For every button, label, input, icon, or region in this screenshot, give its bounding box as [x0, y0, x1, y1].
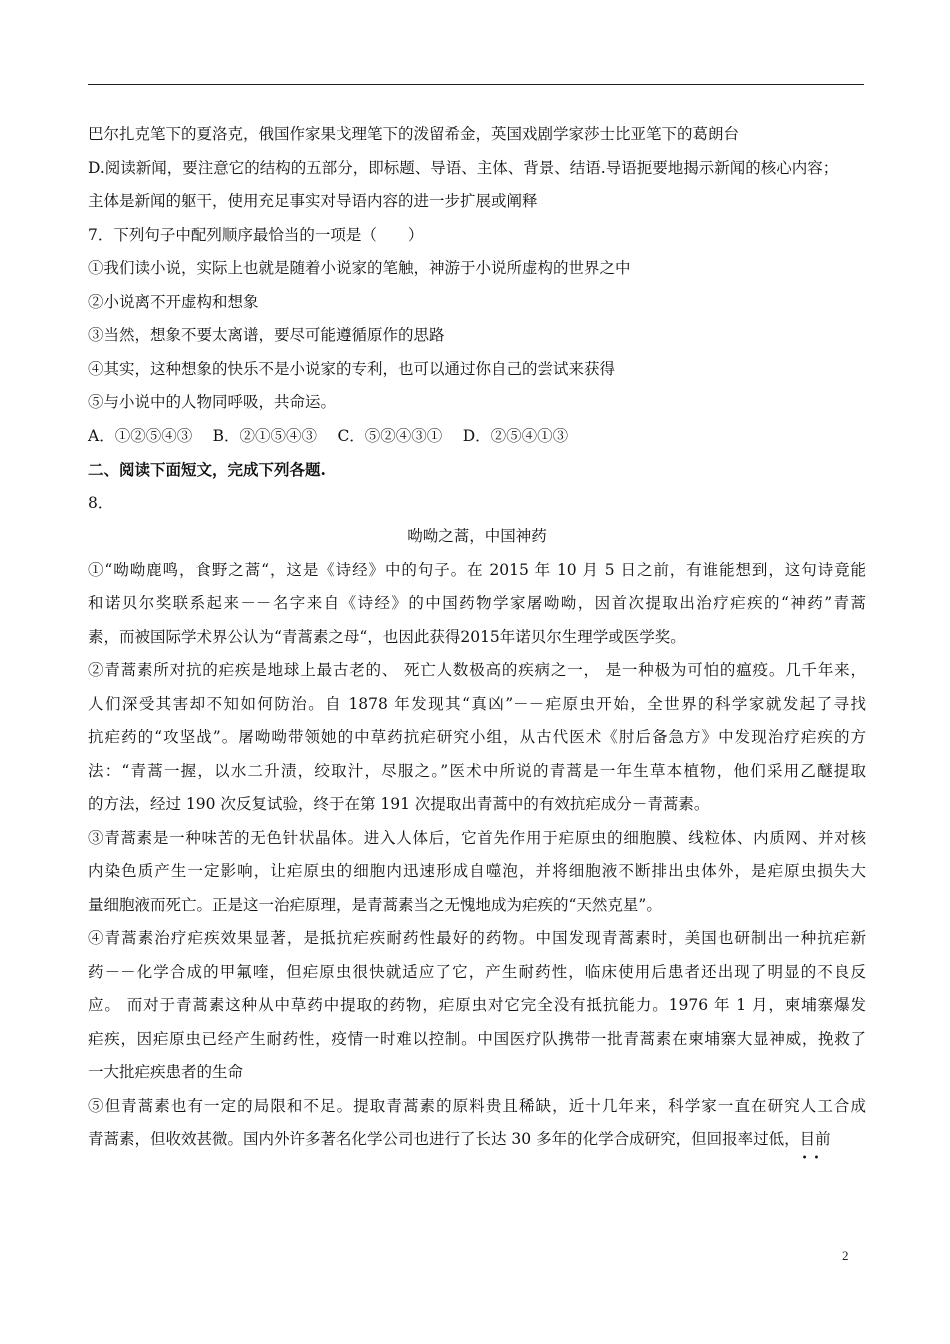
paragraph-2-line-5: 的方法，经过 190 次反复试验，终于在第 191 次提取出青蒿中的有效抗疟成分－青蒿素。: [88, 795, 710, 813]
emphasized-word: [799, 1130, 831, 1164]
option-c-continuation: 巴尔扎克笔下的夏洛克，俄国作家果戈理笔下的泼留希金，英国戏剧学家莎士比亚笔下的葛朗台: [88, 125, 740, 143]
question-7-sentence-4: ④其实，这种想象的快乐不是小说家的专利，也可以通过你自己的尝试来获得: [88, 359, 616, 378]
paragraph-5-line-2-text: 青蒿素，但收效甚微。国内外许多著名化学公司也进行了长达 30 多年的化学合成研究，但回报率过低，: [88, 1130, 800, 1148]
article-title: 呦呦之蒿，中国神药: [407, 527, 547, 545]
question-7-options: A．①②⑤④③ B．②①⑤④③ C．⑤②④③① D．②⑤④①③: [88, 426, 569, 445]
section-2-heading: 二、阅读下面短文，完成下列各题.: [88, 460, 326, 479]
paragraph-3-line-2: 内染色质产生一定影响，让疟原虫的细胞内迅速形成自噬泡，并将细胞液不断排出虫体外，是疟原虫损失大: [88, 862, 866, 880]
option-d-line-2: 主体是新闻的躯干，使用充足事实对导语内容的进一步扩展或阐释: [88, 192, 538, 210]
paragraph-4-line-1: ④青蒿素治疗疟疾效果显著，是抵抗疟疾耐药性最好的药物。中国发现青蒿素时，美国也研制出一种抗疟新: [88, 929, 866, 947]
paragraph-5-line-2: [88, 1123, 866, 1164]
question-7-sentence-1: ①我们读小说，实际上也就是随着小说家的笔触，神游于小说所虚构的世界之中: [88, 259, 631, 277]
paragraph-1-line-3: 素，而被国际学术界公认为“青蒿素之母“，也因此获得2015年诺贝尔生理学或医学奖。: [88, 627, 686, 646]
paragraph-5-line-1: ⑤但青蒿素也有一定的局限和不足。提取青蒿素的原料贵且稀缺，近十几年来，科学家一直在研究人工合成: [88, 1096, 866, 1115]
paragraph-3-line-3: 量细胞液而死亡。正是这一治疟原理，是青蒿素当之无愧地成为疟疾的“天然克星”。: [88, 895, 662, 914]
header-rule: [88, 84, 864, 85]
question-8-number: 8．: [88, 493, 114, 512]
page-content: [88, 118, 866, 1164]
paragraph-2-line-1: ②青蒿素所对抗的疟疾是地球上最古老的、 死亡人数极高的疾病之一， 是一种极为可怕的瘟疫。几千年来，: [88, 661, 866, 679]
paragraph-1-line-1: ①“呦呦鹿鸣，食野之蒿“，这是《诗经》中的句子。在 2015 年 10 月 5 日之前，有谁能想到，这句诗竟能: [88, 560, 866, 579]
emphasized-word-text: 目前: [799, 1130, 831, 1148]
paragraph-4-line-4: 疟疾，因疟原虫已经产生耐药性，疫情一时难以控制。中国医疗队携带一批青蒿素在柬埔寨大显神威，挽救了: [88, 1029, 866, 1048]
option-d-line-1: D.阅读新闻，要注意它的结构的五部分，即标题、导语、主体、背景、结语.导语扼要地揭示新闻的核心内容；: [88, 158, 839, 177]
question-7-sentence-5: ⑤与小说中的人物同呼吸，共命运。: [88, 393, 337, 411]
paragraph-3-line-1: ③青蒿素是一种味苦的无色针状晶体。进入人体后，它首先作用于疟原虫的细胞膜、线粒体、内质网、并对核: [88, 828, 866, 847]
paragraph-2-line-2: 人们深受其害却不知如何防治。自 1878 年发现其“真凶”－－疟原虫开始，全世界的科学家就发起了寻找: [88, 694, 866, 713]
question-7-sentence-3: ③当然，想象不要太离谱，要尽可能遵循原作的思路: [88, 326, 445, 344]
page-number: 2: [842, 1248, 849, 1263]
paragraph-4-line-2: 药－－化学合成的甲氟喹，但疟原虫很快就适应了它，产生耐药性，临床使用后患者还出现了明显的不良反: [88, 962, 866, 981]
paragraph-2-line-4: 法：“青蒿一握，以水二升渍，绞取汁，尽服之。”医术中所说的青蒿是一年生草本植物，他们采用乙醚提取: [88, 761, 866, 780]
paragraph-2-line-3: 抗疟药的“攻坚战”。屠呦呦带领她的中草药抗疟研究小组，从古代医术《肘后备急方》中发现治疗疟疾的方: [88, 728, 866, 746]
question-7-sentence-2: ②小说离不开虚构和想象: [88, 292, 259, 311]
paragraph-4-line-5: 一大批疟疾患者的生命: [88, 1063, 244, 1081]
paragraph-4-line-3: 应。 而对于青蒿素这种从中草药中提取的药物，疟原虫对它完全没有抵抗能力。1976 年 1 月，柬埔寨爆发: [88, 996, 866, 1014]
emphasis-dots: ••: [801, 1153, 826, 1164]
paragraph-1-line-2: 和诺贝尔奖联系起来－－名字来自《诗经》的中国药物学家屠呦呦，因首次提取出治疗疟疾的“神药”青蒿: [88, 594, 866, 612]
question-7-stem: 7．下列句子中配列顺序最恰当的一项是（ ）: [88, 225, 424, 244]
